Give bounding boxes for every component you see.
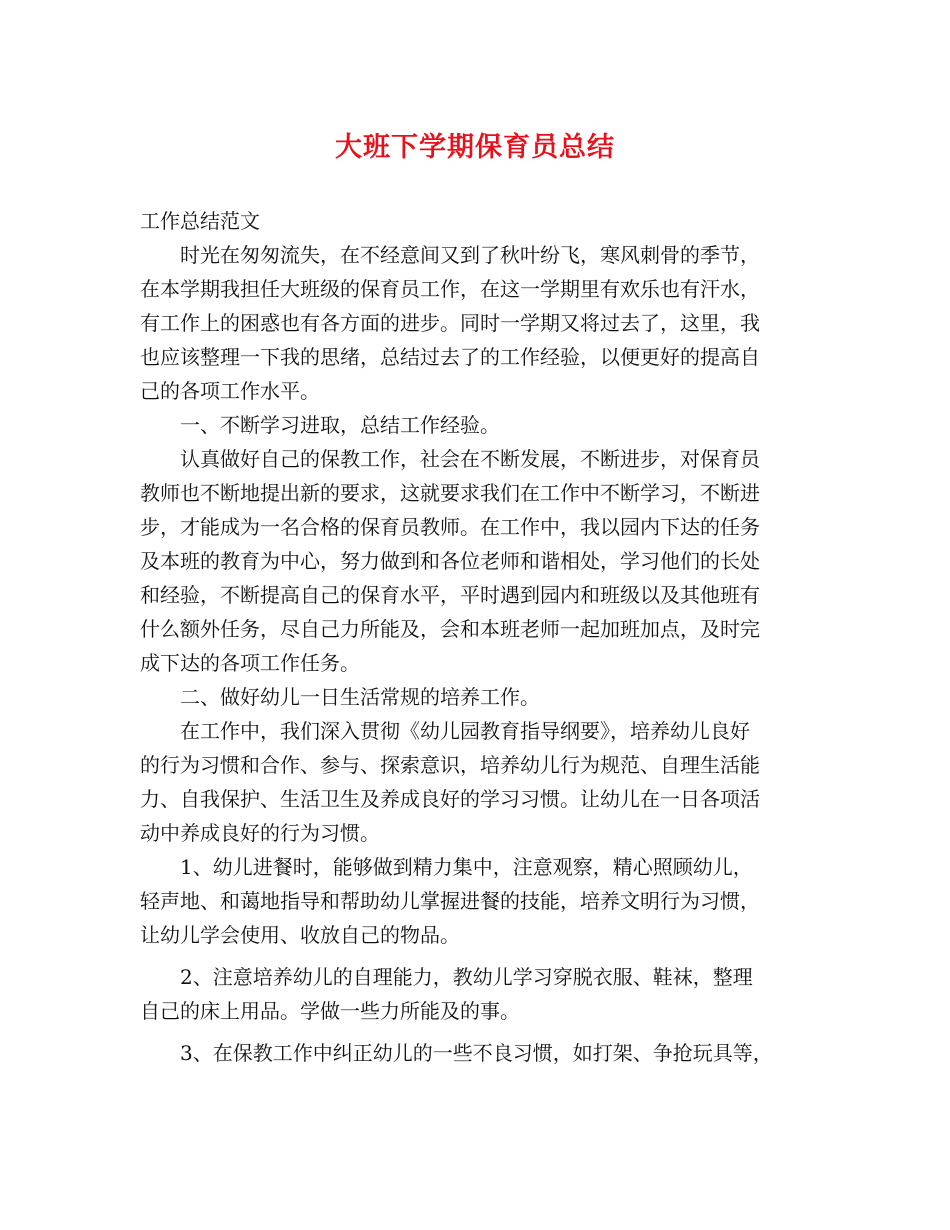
paragraph-line: 什么额外任务，尽自己力所能及，会和本班老师一起加班加点，及时完 — [140, 617, 760, 641]
paragraph-line: 及本班的教育为中心，努力做到和各位老师和谐相处，学习他们的长处 — [140, 549, 760, 573]
paragraph-line: 己的各项工作水平。 — [140, 379, 320, 403]
paragraph-line: 成下达的各项工作任务。 — [140, 651, 360, 675]
paragraph-line: 在本学期我担任大班级的保育员工作，在这一学期里有欢乐也有汗水， — [140, 277, 760, 301]
paragraph-line: 让幼儿学会使用、收放自己的物品。 — [140, 923, 460, 947]
paragraph-line: 时光在匆匆流失，在不经意间又到了秋叶纷飞，寒风刺骨的季节， — [140, 243, 760, 267]
paragraph-line: 的行为习惯和合作、参与、探索意识，培养幼儿行为规范、自理生活能 — [140, 753, 760, 777]
paragraph-line: 也应该整理一下我的思绪，总结过去了的工作经验，以便更好的提高自 — [140, 345, 760, 369]
paragraph-line: 力、自我保护、生活卫生及养成良好的学习习惯。让幼儿在一日各项活 — [140, 787, 760, 811]
heading-line: 一、不断学习进取，总结工作经验。 — [140, 413, 500, 437]
paragraph-line: 有工作上的困惑也有各方面的进步。同时一学期又将过去了，这里，我 — [140, 311, 760, 335]
paragraph-line: 自己的床上用品。学做一些力所能及的事。 — [140, 999, 520, 1023]
section-label: 工作总结范文 — [140, 209, 260, 233]
paragraph-line: 动中养成良好的行为习惯。 — [140, 821, 380, 845]
paragraph-line: 2、注意培养幼儿的自理能力，教幼儿学习穿脱衣服、鞋袜，整理 — [140, 965, 753, 989]
paragraph-gap — [140, 1028, 816, 1036]
paragraph-line: 认真做好自己的保教工作，社会在不断发展，不断进步，对保育员 — [140, 447, 760, 471]
paragraph-line: 步，才能成为一名合格的保育员教师。在工作中，我以园内下达的任务 — [140, 515, 760, 539]
paragraph-line: 教师也不断地提出新的要求，这就要求我们在工作中不断学习，不断进 — [140, 481, 760, 505]
paragraph-line: 在工作中，我们深入贯彻《幼儿园教育指导纲要》，培养幼儿良好 — [140, 719, 750, 743]
paragraph-line: 3、在保教工作中纠正幼儿的一些不良习惯，如打架、争抢玩具等， — [140, 1041, 773, 1065]
paragraph-gap — [140, 952, 816, 960]
paragraph-line: 和经验，不断提高自己的保育水平，平时遇到园内和班级以及其他班有 — [140, 583, 760, 607]
heading-line: 二、做好幼儿一日生活常规的培养工作。 — [140, 685, 540, 709]
paragraph-line: 轻声地、和蔼地指导和帮助幼儿掌握进餐的技能，培养文明行为习惯， — [140, 889, 760, 913]
document-body — [140, 204, 816, 1070]
document-title: 大班下学期保育员总结 — [335, 132, 615, 163]
paragraph-line: 1、幼儿进餐时，能够做到精力集中，注意观察，精心照顾幼儿， — [140, 855, 753, 879]
